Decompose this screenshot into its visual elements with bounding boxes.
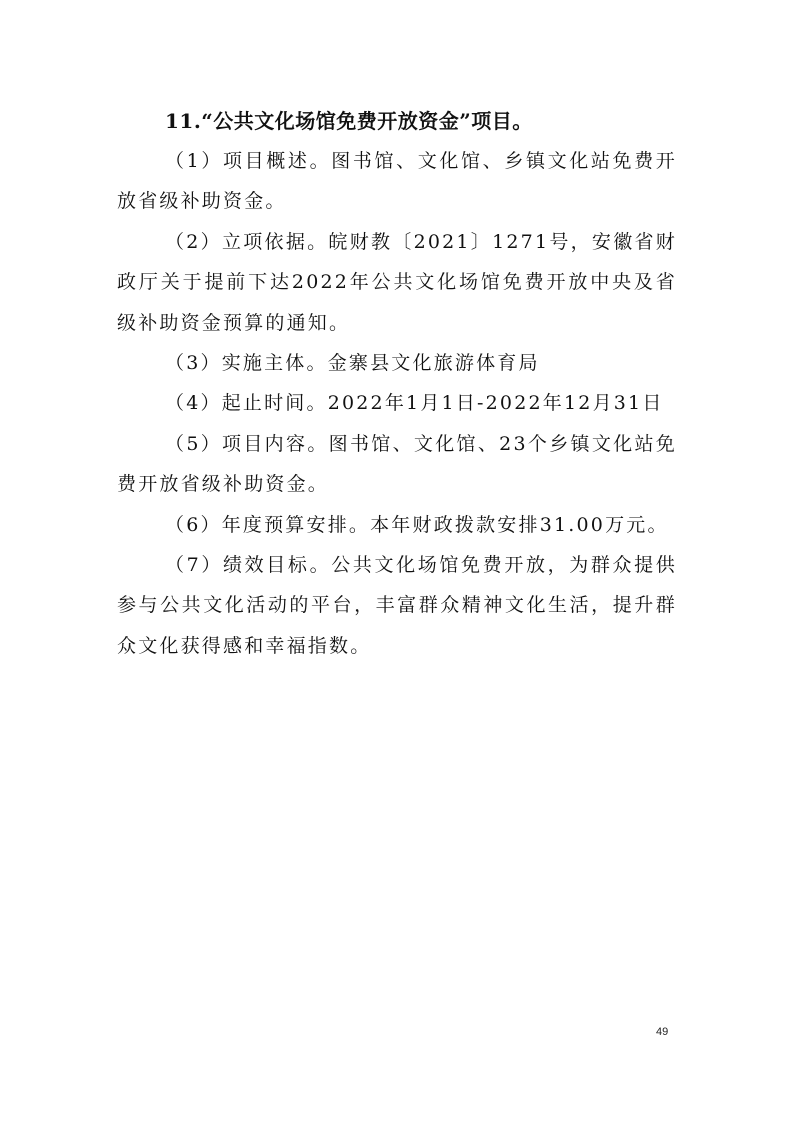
section-heading: 11.“公共文化场馆免费开放资金”项目。 xyxy=(165,109,533,133)
paragraph-budget: （6）年度预算安排。本年财政拨款安排31.00万元。 xyxy=(165,513,669,536)
paragraph-basis: （2）立项依据。皖财教〔2021〕1271号，安徽省财政厅关于提前下达2022年公共文化场馆免费开放中央及省级补助资金预算的通知。 xyxy=(117,230,677,334)
paragraph-content: （5）项目内容。图书馆、文化馆、23个乡镇文化站免费开放省级补助资金。 xyxy=(117,432,677,496)
page-number: 49 xyxy=(656,1026,669,1038)
paragraph-goal: （7）绩效目标。公共文化场馆免费开放，为群众提供参与公共文化活动的平台，丰富群众精神文化生活，提升群众文化获得感和幸福指数。 xyxy=(117,554,677,657)
document-body xyxy=(117,101,677,666)
paragraph-implementer: （3）实施主体。金寨县文化旅游体育局 xyxy=(165,352,540,375)
paragraph-period: （4）起止时间。2022年1月1日-2022年12月31日 xyxy=(165,392,664,415)
paragraph-overview: （1）项目概述。图书馆、文化馆、乡镇文化站免费开放省级补助资金。 xyxy=(117,150,677,213)
